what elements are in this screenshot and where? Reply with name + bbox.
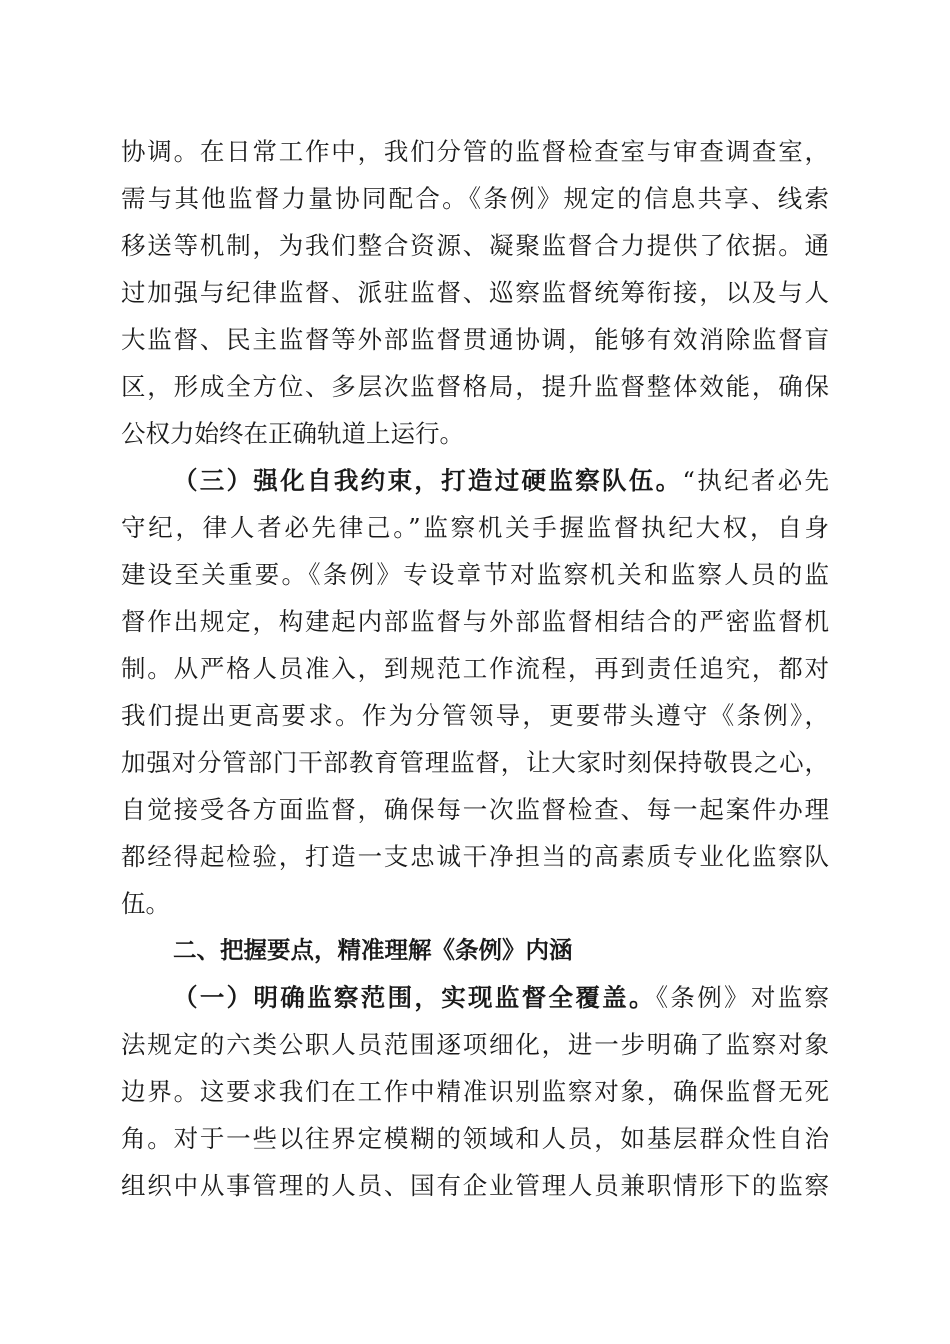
paragraph-scope — [121, 974, 829, 1209]
text-line: 都经得起检验，打造一支忠诚干净担当的高素质专业化监察队 — [121, 842, 829, 871]
text-line: 移送等机制，为我们整合资源、凝聚监督合力提供了依据。通 — [121, 231, 829, 260]
text-line: 督作出规定，构建起内部监督与外部监督相结合的严密监督机 — [121, 607, 829, 636]
paragraph-coordination — [121, 128, 829, 457]
paragraph-first-line-rest: “执纪者必先 — [682, 466, 830, 495]
text-line: 边界。这要求我们在工作中精准识别监察对象，确保监督无死 — [121, 1077, 829, 1106]
paragraph-first-line — [121, 457, 829, 504]
paragraph-first-line — [121, 974, 829, 1021]
text-line: 区，形成全方位、多层次监督格局，提升监督整体效能，确保 — [121, 372, 829, 401]
text-line: 伍。 — [121, 889, 170, 918]
text-line: 过加强与纪律监督、派驻监督、巡察监督统筹衔接，以及与人 — [121, 278, 829, 307]
paragraph-self-discipline — [121, 457, 829, 927]
text-line: 公权力始终在正确轨道上运行。 — [121, 419, 464, 448]
text-line: 法规定的六类公职人员范围逐项细化，进一步明确了监察对象 — [121, 1030, 829, 1059]
text-line: 自觉接受各方面监督，确保每一次监督检查、每一起案件办理 — [121, 795, 829, 824]
text-line: 协调。在日常工作中，我们分管的监督检查室与审查调查室， — [121, 137, 829, 166]
section-heading: 二、把握要点，精准理解《条例》内涵 — [173, 936, 573, 964]
paragraph-lead: （一）明确监察范围，实现监督全覆盖。 — [173, 983, 656, 1012]
text-line: 守纪，律人者必先律己。”监察机关手握监督执纪大权，自身 — [121, 513, 829, 542]
text-line: 需与其他监督力量协同配合。《条例》规定的信息共享、线索 — [121, 184, 829, 213]
text-line: 我们提出更高要求。作为分管领导，更要带头遵守《条例》， — [121, 701, 829, 730]
text-line: 组织中从事管理的人员、国有企业管理人员兼职情形下的监察 — [121, 1171, 829, 1200]
document-body — [121, 128, 829, 1209]
text-line: 加强对分管部门干部教育管理监督，让大家时刻保持敬畏之心， — [121, 748, 829, 777]
paragraph-first-line-rest: 《条例》对监察 — [655, 983, 829, 1012]
text-line: 建设至关重要。《条例》专设章节对监察机关和监察人员的监 — [121, 560, 829, 589]
text-line: 大监督、民主监督等外部监督贯通协调，能够有效消除监督盲 — [121, 325, 829, 354]
text-line: 制。从严格人员准入，到规范工作流程，再到责任追究，都对 — [121, 654, 829, 683]
text-line: 角。对于一些以往界定模糊的领域和人员，如基层群众性自治 — [121, 1124, 829, 1153]
paragraph-lead: （三）强化自我约束，打造过硬监察队伍。 — [173, 466, 683, 495]
